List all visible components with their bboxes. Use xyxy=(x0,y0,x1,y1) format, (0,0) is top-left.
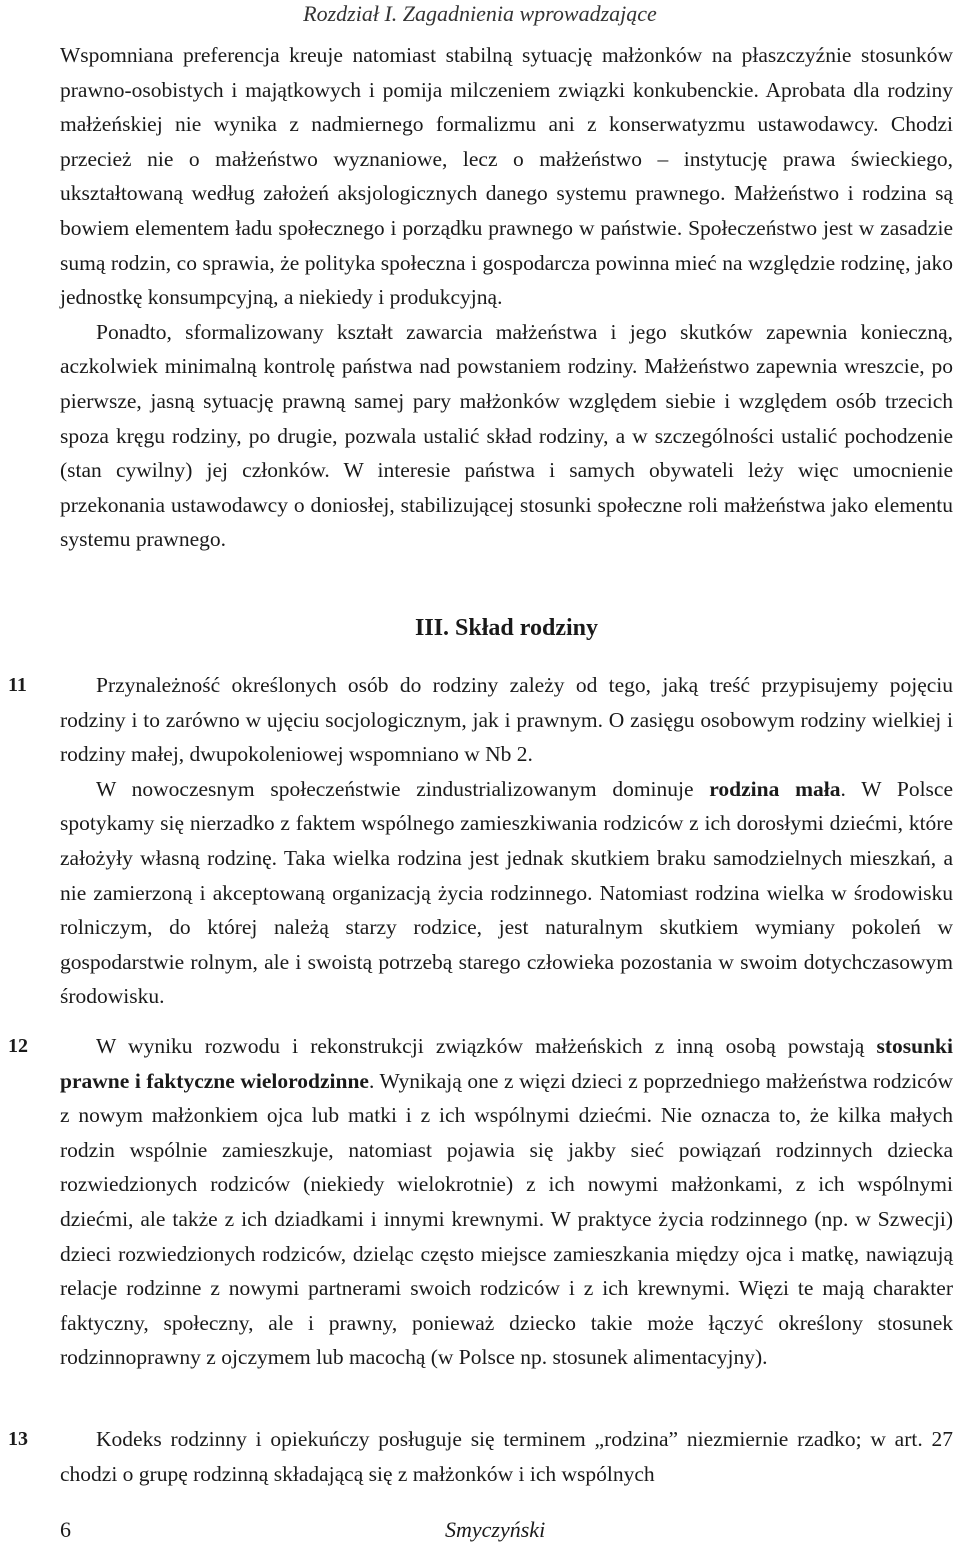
paragraph: Kodeks rodzinny i opiekuńczy posługuje się terminem „rodzina” niezmiernie rzadko; w art. 27 chodzi o grupę rodzinną składającą się z małżonków i ich wspólnych xyxy=(60,1427,953,1486)
section-12-text xyxy=(60,1029,953,1375)
margin-number-13: 13 xyxy=(8,1428,28,1450)
paragraph: W wyniku rozwodu i rekonstrukcji związków małżeńskich z inną osobą powstają stosunki prawne i faktyczne wielorodzinne. Wynikają one z więzi dzieci z poprzedniego małżeństwa rodziców z nowym małżonkiem ojca lub matki i z ich wspólnymi dziećmi. Nie oznacza to, że kilka małych rodzin wspólnie zamieszkuje, natomiast pojawia się jakby sieć powiązań rodzinnych dziecka rozwiedzionych rodziców (niekiedy wielokrotnie) z ich nowymi małżonkami, z ich wspólnymi dziećmi, ale także z ich dziadkami i innymi krewnymi. W praktyce życia rodzinnego (np. w Szwecji) dzieci rozwiedzionych rodziców, dzieląc często miejsce zamieszkania między ojca i matkę, nawiązują relacje rodzinne z nowymi partnerami swoich rodziców i z ich krewnymi. Więzi te mają charakter faktyczny, społeczny, ale i prawny, ponieważ dziecko takie może łączyć określony stosunek rodzinnoprawny z ojczymem lub macochą (w Polsce np. stosunek alimentacyjny). xyxy=(60,1034,953,1370)
section-11-text xyxy=(60,668,953,1014)
page-number: 6 xyxy=(60,1517,71,1542)
margin-number-12: 12 xyxy=(8,1035,28,1057)
paragraph: Ponadto, sformalizowany kształt zawarcia małżeństwa i jego skutków zapewnia konieczną, aczkolwiek minimalną kontrolę państwa nad powstaniem rodziny. Małżeństwo zapewnia wreszcie, po pierwsze, jasną sytuację prawną samej pary małżonków względem siebie i względem osób trzecich spoza kręgu rodziny, po drugie, pozwala ustalić skład rodziny, a w szczególności ustalić pochodzenie (stan cywilny) jej członków. W interesie państwa i samych obywateli leży więc umocnienie przekonania ustawodawcy o doniosłej, stabilizującej stosunki społeczne roli małżeństwa jako elementu systemu prawnego. xyxy=(60,319,953,552)
bold-term: stosunki prawne i faktyczne wielorodzinne xyxy=(60,1034,953,1093)
paragraph: W nowoczesnym społeczeństwie zindustrializowanym dominuje rodzina mała. W Polsce spotykamy się nierzadko z faktem wspólnego zamieszkiwania rodziców z ich dorosłymi dziećmi, które założyły własną rodzinę. Taka wielka rodzina jest jednak skutkiem braku samodzielnych mieszkań, a nie zamierzoną i akceptowaną organizacją życia rodzinnego. Natomiast rodzina wielka w środowisku rolniczym, do której należą starzy rodzice, jest naturalnym skutkiem wymiany pokoleń w gospodarstwie rolnym, ale i swoistą potrzebą starego człowieka pozostania w swoim dotychczasowym środowisku. xyxy=(60,776,954,1009)
margin-number-11: 11 xyxy=(8,674,27,696)
running-head: Rozdział I. Zagadnienia wprowadzające xyxy=(303,1,657,26)
section-heading: III. Skład rodziny xyxy=(415,615,598,641)
paragraph: Wspomniana preferencja kreuje natomiast stabilną sytuację małżonków na płaszczyźnie stosunków prawno-osobistych i majątkowych i pomija milczeniem związki konkubenckie. Aprobata dla rodziny małżeńskiej nie wynika z nadmiernego formalizmu ani z konserwatyzmu ustawodawcy. Chodzi przecież nie o małżeństwo wyznaniowe, lecz o małżeństwo – instytucję prawa świeckiego, ukształtowaną według założeń aksjologicznych danego systemu prawnego. Małżeństwo i rodzina są bowiem elementem ładu społecznego i porządku prawnego w państwie. Społeczeństwo jest w zasadzie sumą rodzin, co sprawia, że polityka społeczna i gospodarcza powinna mieć na względzie rodzinę, jako jednostkę konsumpcyjną, a niekiedy i produkcyjną. xyxy=(60,43,953,310)
intro-text xyxy=(60,38,953,557)
bold-term: rodzina mała xyxy=(709,776,841,801)
footer-author: Smyczyński xyxy=(445,1517,546,1542)
section-13-text xyxy=(60,1422,953,1491)
paragraph: Przynależność określonych osób do rodziny zależy od tego, jaką treść przypisujemy pojęciu rodziny i to zarówno w ujęciu socjologicznym, jak i prawnym. O zasięgu osobowym rodziny wielkiej i rodziny małej, dwupokoleniowej wspomniano w Nb 2. xyxy=(60,673,953,767)
